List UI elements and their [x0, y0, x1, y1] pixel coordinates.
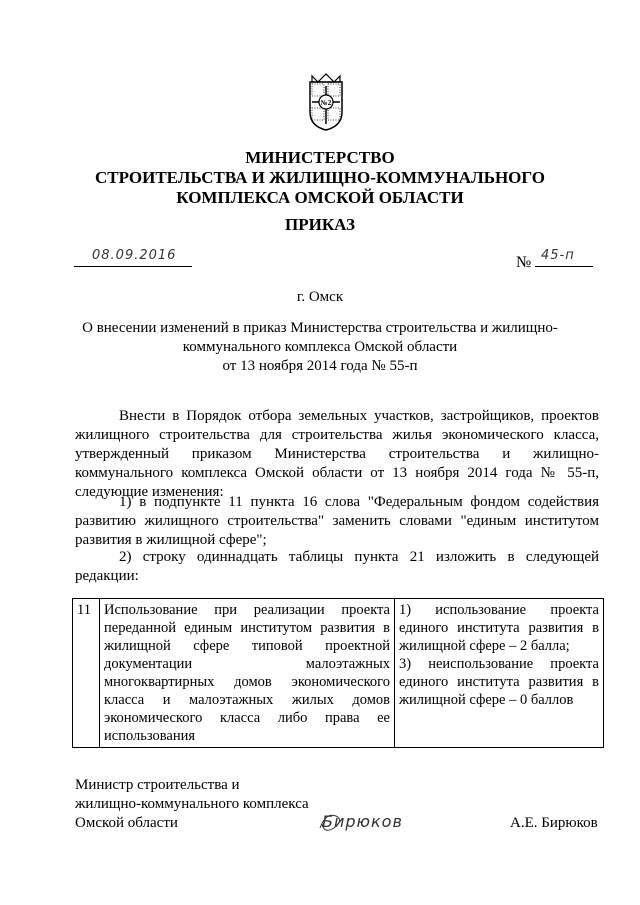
signatory-line2: жилищно-коммунального комплекса: [75, 796, 309, 812]
date-field: [74, 246, 192, 267]
number-label: №: [516, 254, 532, 271]
body-paragraph-1: Внести в Порядок отбора земельных участков, застройщиков, проектов жилищного строительства для строительства жилья экономического класса, утвержденный приказом Министерства строительства и жилищно-коммунального комплекса Омской области от 13 ноября 2014 года № 55-п, следующие изменения:: [75, 408, 599, 500]
row-description: Использование при реализации проекта переданной единым институтом развития в жилищной сфере типовой проектной документации малоэтажных многоквартирных домов экономического класса и малоэтажных жилых домов экономического класса либо права ее использования: [100, 599, 395, 748]
handwritten-signature: Бирюков: [322, 812, 403, 831]
score-item-2: 3) неиспользование проекта единого института развития в жилищной сфере – 0 баллов: [399, 656, 599, 708]
body-paragraph-2: 1) в подпункте 11 пункта 16 слова "Федеральным фондом содействия развитию жилищного строительства" заменить словами "единым институтом развития в жилищной сфере";: [75, 494, 599, 548]
signatory-line3: Омской области: [75, 815, 178, 831]
subject-line3: от 13 ноября 2014 года № 55-п: [222, 358, 418, 374]
coat-of-arms-icon: [304, 72, 348, 132]
ministry-name-line3: КОМПЛЕКСА ОМСКОЙ ОБЛАСТИ: [176, 188, 464, 207]
row-scores: [395, 599, 604, 748]
signature-flourish-icon: [316, 806, 466, 834]
subject-line1: О внесении изменений в приказ Министерства строительства и жилищно-: [82, 320, 558, 336]
svg-text:№2: №2: [320, 99, 332, 107]
handwritten-number: 45-п: [541, 248, 575, 263]
subject-line2: коммунального комплекса Омской области: [182, 339, 458, 355]
score-item-1: 1) использование проекта единого института развития в жилищной сфере – 2 балла;: [399, 602, 599, 654]
row-number: 11: [73, 599, 100, 748]
signatory-name: А.Е. Бирюков: [510, 815, 598, 831]
signatory-line1: Министр строительства и: [75, 777, 240, 793]
document-type: ПРИКАЗ: [285, 215, 355, 234]
handwritten-date: 08.09.2016: [92, 248, 177, 263]
body-paragraph-3: 2) строку одиннадцать таблицы пункта 21 изложить в следующей редакции:: [75, 549, 599, 584]
ministry-name-line2: СТРОИТЕЛЬСТВА И ЖИЛИЩНО-КОММУНАЛЬНОГО: [94, 168, 546, 187]
amendment-table: [72, 598, 604, 748]
city: г. Омск: [296, 289, 344, 305]
number-field: [535, 246, 593, 267]
table-row: [73, 599, 604, 748]
signatory-title: [75, 776, 309, 833]
ministry-name-line1: МИНИСТЕРСТВО: [245, 148, 395, 167]
